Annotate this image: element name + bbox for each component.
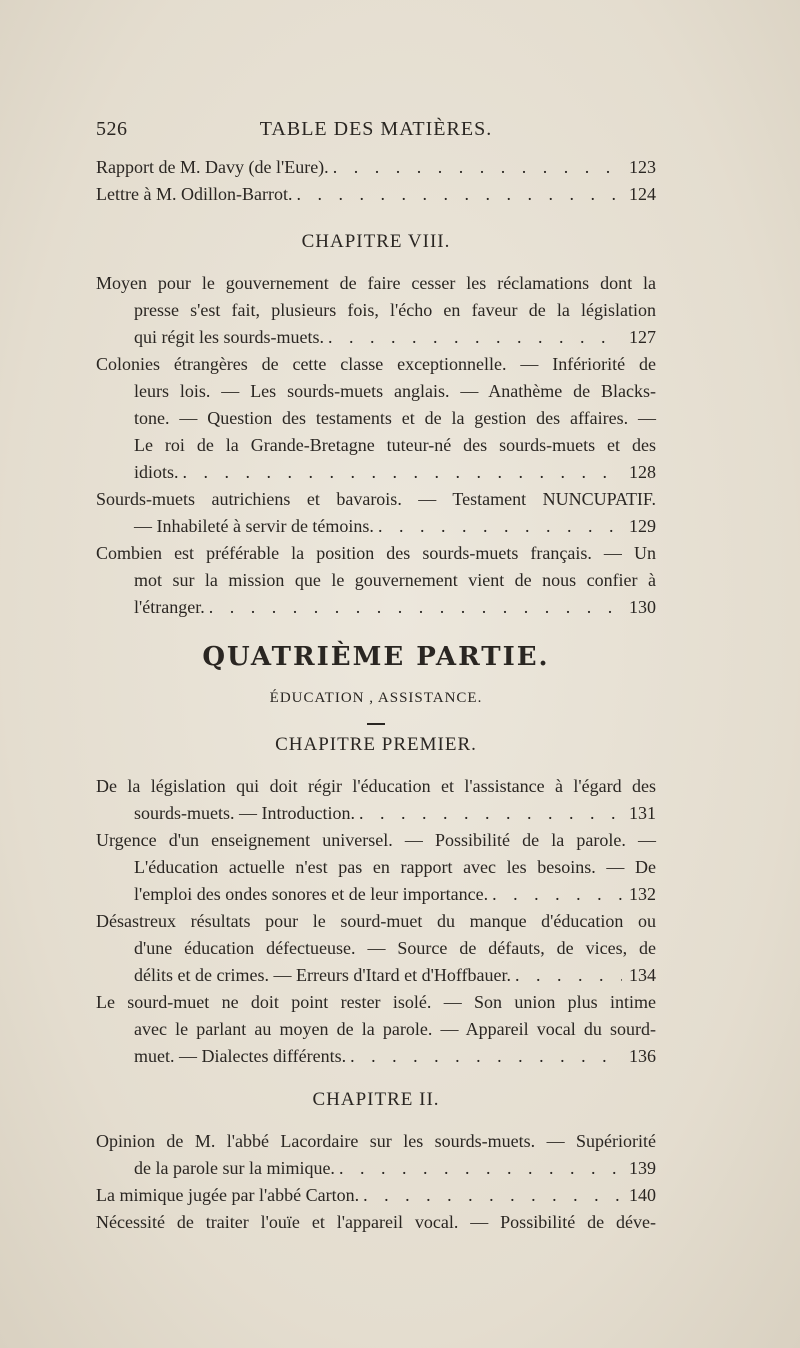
divider xyxy=(367,723,385,725)
toc-page-ref: 128 xyxy=(629,462,656,482)
toc-entry: Combien est préférable la position des sourds-muets français. — Un mot sur la mission que le gouvernement vient de nous confier à l'étranger. . . . 130 xyxy=(96,540,656,621)
toc-entry: De la législation qui doit régir l'éducation et l'assistance à l'égard des sourds-muets. — Introduction. . . . 131 xyxy=(96,773,656,827)
page-number: 526 xyxy=(96,118,128,140)
running-header xyxy=(96,118,656,146)
toc-entry: Lettre à M. Odillon-Barrot. . . . 124 xyxy=(96,181,656,208)
toc-page-ref: 123 xyxy=(629,157,656,177)
toc-entry: Colonies étrangères de cette classe exceptionnelle. — Infériorité de leurs lois. — Les sourds-muets anglais. — Anathème de Blacks- tone. — Question des testaments et de la gestion des affaires. — Le roi de la Grande-Bretagne tuteur-né des sourds-muets et des idiots. . . . 128 xyxy=(96,351,656,486)
chapter-heading: CHAPITRE PREMIER. xyxy=(275,734,477,755)
table-of-contents xyxy=(96,154,656,1236)
part-subtitle: ÉDUCATION , ASSISTANCE. xyxy=(269,690,483,706)
running-title: TABLE DES MATIÈRES. xyxy=(259,118,493,140)
toc-entry: La mimique jugée par l'abbé Carton. . . . 140 xyxy=(96,1182,656,1209)
toc-entry: Moyen pour le gouvernement de faire cesser les réclamations dont la presse s'est fait, plusieurs fois, l'écho en faveur de la législation qui régit les sourds-muets. . . . 127 xyxy=(96,270,656,351)
part-title: QUATRIÈME PARTIE. xyxy=(202,642,550,672)
toc-page-ref: 136 xyxy=(629,1046,656,1066)
toc-entry: Rapport de M. Davy (de l'Eure). . . . 123 xyxy=(96,154,656,181)
toc-page-ref: 127 xyxy=(629,327,656,347)
toc-page-ref: 139 xyxy=(629,1158,656,1178)
toc-entry: Désastreux résultats pour le sourd-muet du manque d'éducation ou d'une éducation défectueuse. — Source de défauts, de vices, de délits et de crimes. — Erreurs d'Itard et d'Hoffbauer. . . . 134 xyxy=(96,908,656,989)
toc-entry: Le sourd-muet ne doit point rester isolé. — Son union plus intime avec le parlant au moyen de la parole. — Appareil vocal du sourd- muet. — Dialectes différents. . . . 136 xyxy=(96,989,656,1070)
toc-page-ref: 130 xyxy=(629,597,656,617)
toc-entry: Sourds-muets autrichiens et bavarois. — Testament NUNCUPATIF. — Inhabileté à servir de témoins. . . . 129 xyxy=(96,486,656,540)
chapter-heading: CHAPITRE II. xyxy=(312,1089,440,1110)
chapter-heading: CHAPITRE VIII. xyxy=(301,231,451,252)
toc-entry: Urgence d'un enseignement universel. — Possibilité de la parole. — L'éducation actuelle n'est pas en rapport avec les besoins. — De l'emploi des ondes sonores et de leur importance. . . . 132 xyxy=(96,827,656,908)
toc-entry: Nécessité de traiter l'ouïe et l'appareil vocal. — Possibilité de déve- xyxy=(96,1212,656,1232)
toc-page-ref: 140 xyxy=(629,1185,656,1205)
toc-entry: Opinion de M. l'abbé Lacordaire sur les sourds-muets. — Supériorité de la parole sur la mimique. . . . 139 xyxy=(96,1128,656,1182)
toc-page-ref: 134 xyxy=(629,965,656,985)
toc-page-ref: 129 xyxy=(629,516,656,536)
toc-page-ref: 124 xyxy=(629,184,656,204)
toc-page-ref: 132 xyxy=(629,884,656,904)
toc-page-ref: 131 xyxy=(629,803,656,823)
